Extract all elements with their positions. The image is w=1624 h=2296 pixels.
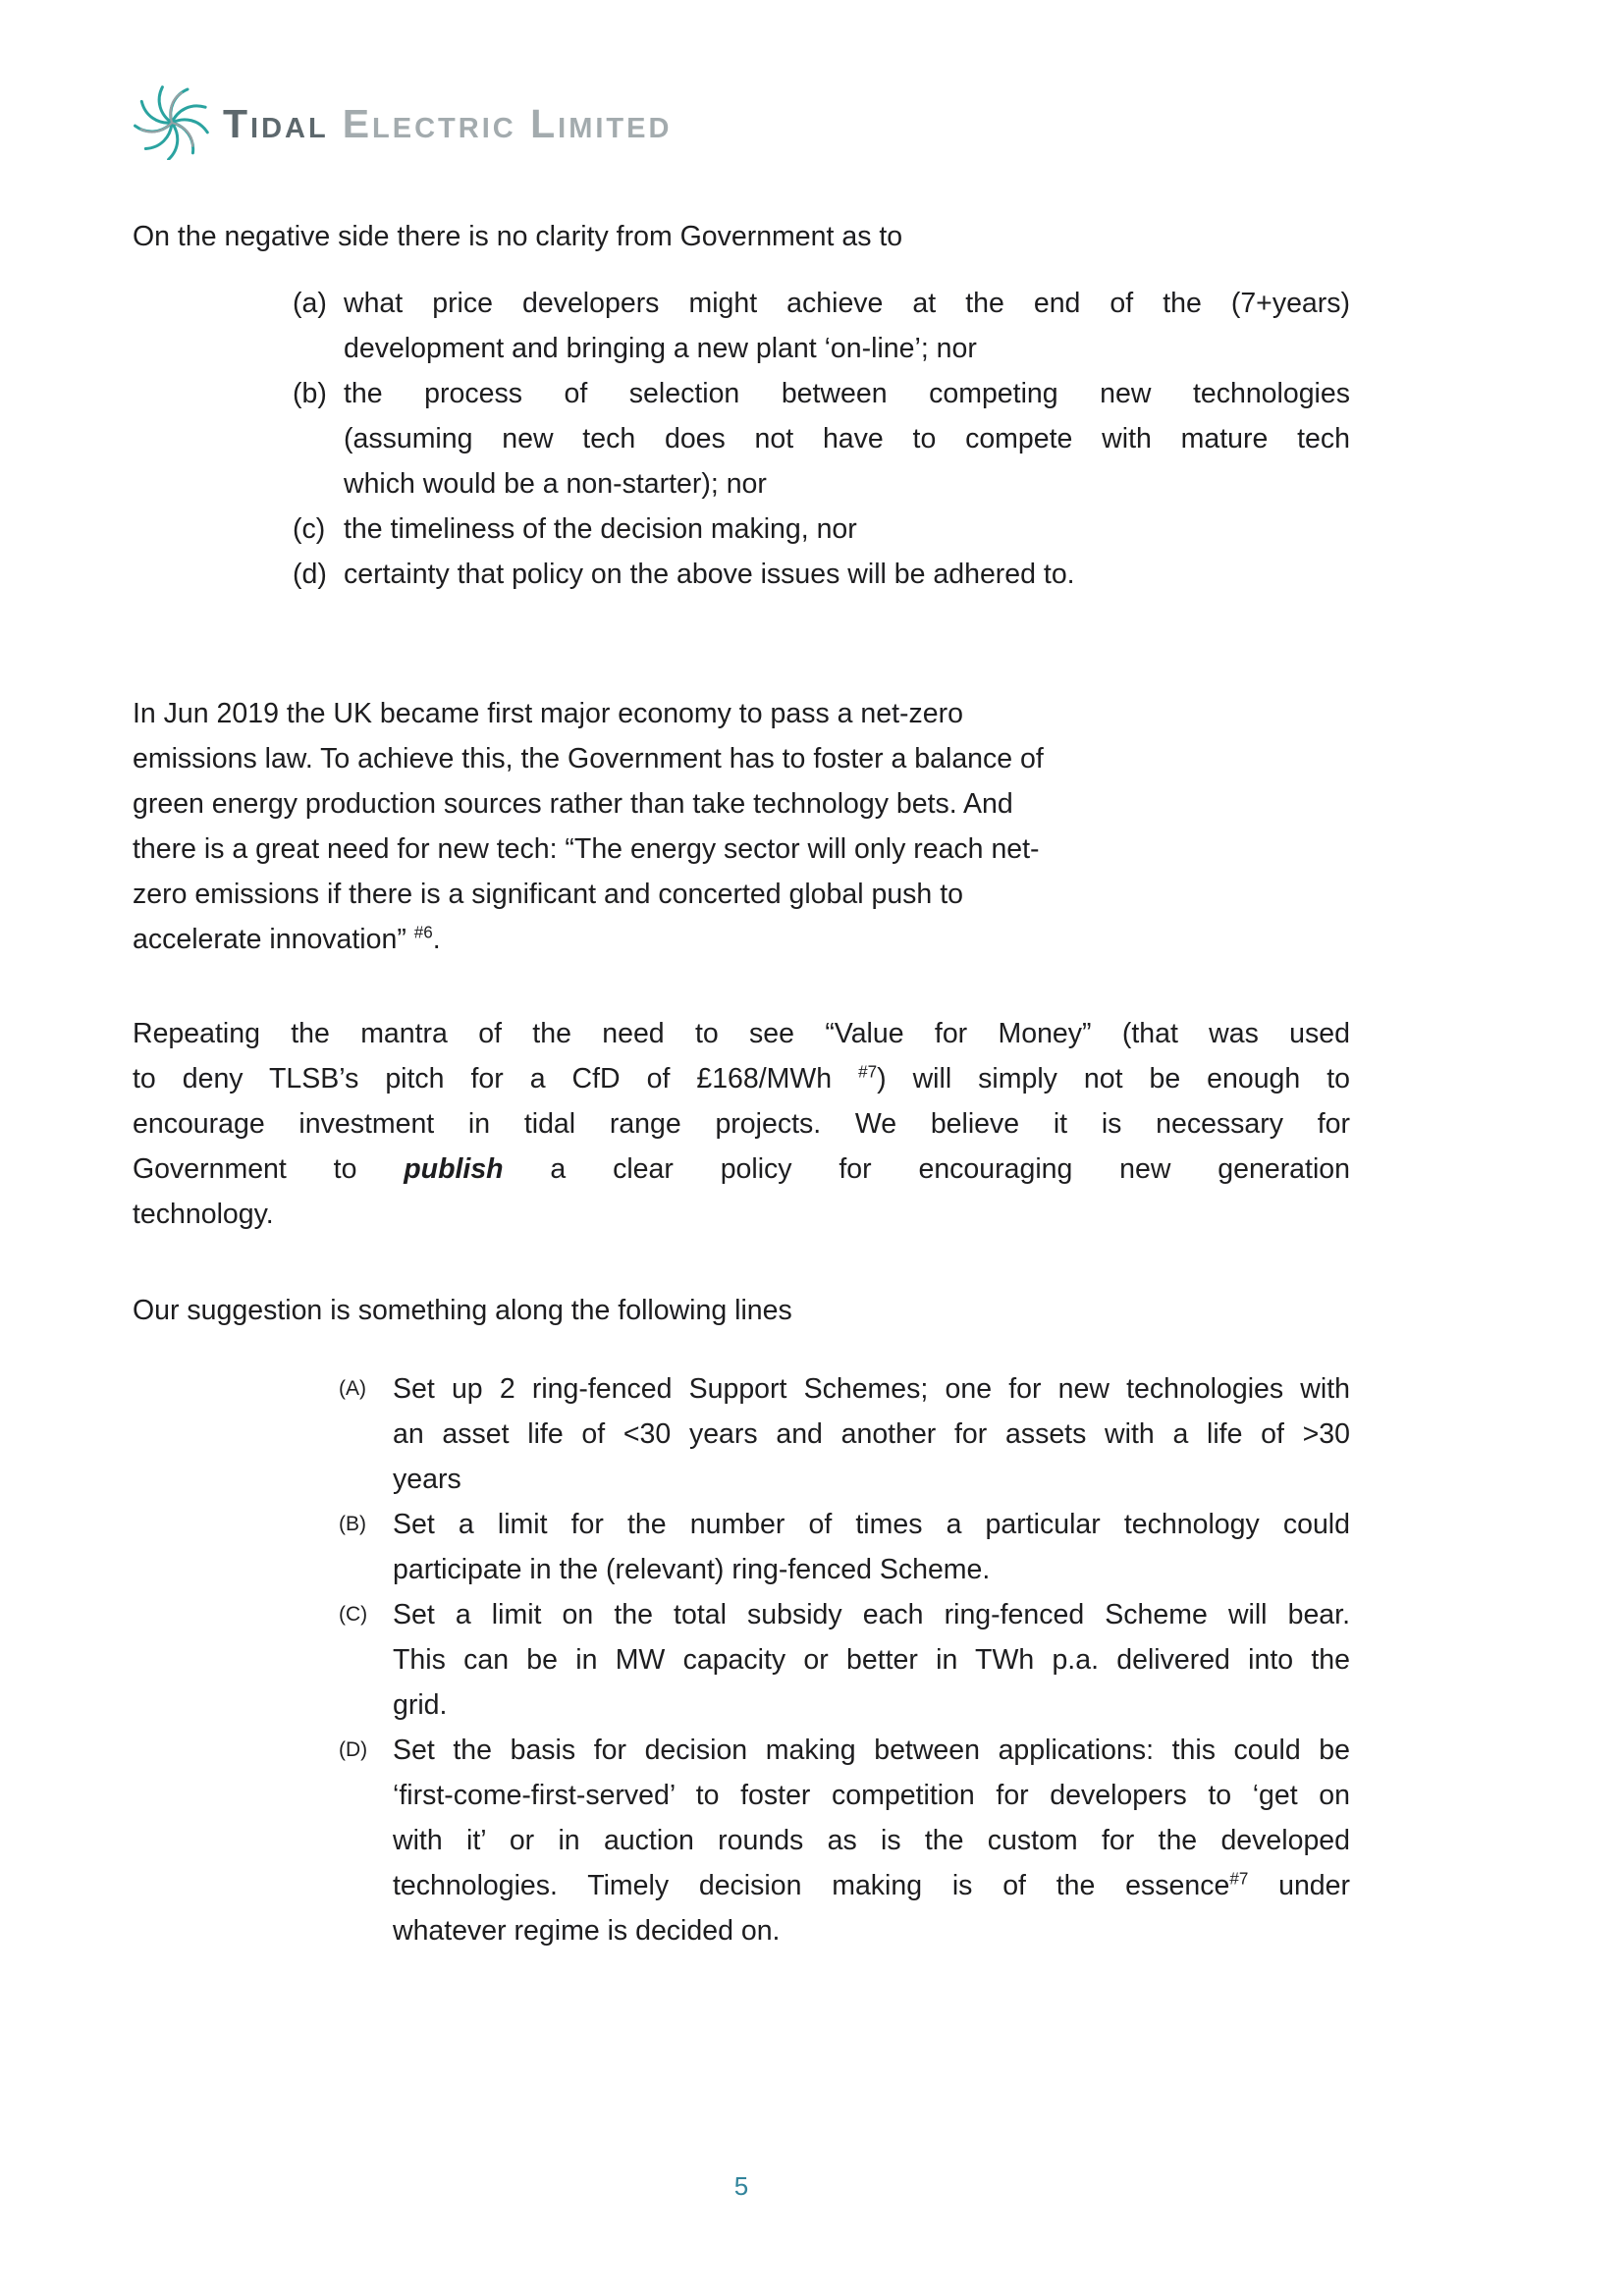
text-line (133, 917, 1350, 962)
text-line: certainty that policy on the above issues will be adhered to. (344, 559, 1075, 590)
text-line: Set the basis for decision making between applications: this could be (393, 1735, 1350, 1766)
list-negative-clarity (293, 281, 1350, 597)
page-content (133, 84, 1350, 1953)
list-item-d (293, 552, 1350, 597)
brand-word-tidal: Tidal (223, 100, 329, 146)
list-marker: (c) (293, 513, 326, 545)
footnote-ref-7: #7 (858, 1062, 878, 1082)
list-marker: (A) (339, 1377, 366, 1400)
text-line: with it’ or in auction rounds as is the custom for the developed (393, 1825, 1350, 1856)
brand-name (223, 101, 672, 151)
footnote-ref-7: #7 (1229, 1869, 1249, 1889)
text-line: what price developers might achieve at the end of the (7+years) (344, 288, 1350, 319)
text-line: whatever regime is decided on. (393, 1915, 781, 1947)
list-item-a (293, 281, 1350, 371)
paragraph-suggestion-intro (133, 1288, 1350, 1333)
text-line: technology. (133, 1199, 274, 1230)
text-line: participate in the (relevant) ring-fenced Scheme. (393, 1554, 991, 1585)
text-segment: a clear policy for encouraging new generation (503, 1153, 1350, 1185)
list-item-D (339, 1728, 1350, 1953)
text-segment: Government to (133, 1153, 405, 1185)
text-line: encourage investment in tidal range projects. We believe it is necessary for (133, 1108, 1350, 1140)
list-item-B (339, 1502, 1350, 1592)
text-segment: to deny TLSB’s pitch for a CfD of £168/MWh (133, 1063, 859, 1095)
text-line: Repeating the mantra of the need to see “Value for Money” (that was used (133, 1018, 1350, 1049)
text-line: zero emissions if there is a significant and concerted global push to (133, 879, 963, 910)
text-line: development and bringing a new plant ‘on-line’; nor (344, 333, 977, 364)
paragraph-intro (133, 214, 1350, 259)
text-line: years (393, 1464, 461, 1495)
list-item-text (393, 1502, 1350, 1592)
text-line: This can be in MW capacity or better in TWh p.a. delivered into the (393, 1644, 1350, 1676)
text-line: ‘first-come-first-served’ to foster competition for developers to ‘get on (393, 1780, 1350, 1811)
text-line: (assuming new tech does not have to compete with mature tech (344, 423, 1350, 454)
list-marker: (d) (293, 559, 327, 590)
text-line (133, 1056, 1350, 1101)
text-line: Set up 2 ring-fenced Support Schemes; one for new technologies with (393, 1373, 1350, 1405)
list-item-c (293, 507, 1350, 552)
text-line: an asset life of <30 years and another for assets with a life of >30 (393, 1418, 1350, 1450)
brand-word-electric-limited: Electric Limited (342, 100, 673, 146)
list-item-text (393, 1366, 1350, 1502)
text-line: the process of selection between competing new technologies (344, 378, 1350, 409)
text-line (133, 1147, 1350, 1192)
text-line: green energy production sources rather than take technology bets. And (133, 788, 1013, 820)
text-segment: technologies. Timely decision making is of the essence (393, 1870, 1230, 1901)
list-item-text (393, 1728, 1350, 1953)
text-line: the timeliness of the decision making, nor (344, 513, 857, 545)
list-item-A (339, 1366, 1350, 1502)
text-line: grid. (393, 1689, 448, 1721)
text-line (393, 1863, 1350, 1908)
text-segment: ) will simply not be enough to (877, 1063, 1350, 1095)
list-marker: (B) (339, 1513, 366, 1535)
list-item-text (344, 371, 1350, 507)
emphasis-publish: publish (404, 1153, 504, 1185)
logo (133, 84, 1350, 167)
text-line: there is a great need for new tech: “The energy sector will only reach net- (133, 833, 1040, 865)
text-line: emissions law. To achieve this, the Government has to foster a balance of (133, 743, 1044, 774)
list-suggestions (339, 1366, 1350, 1953)
text-line: Our suggestion is something along the following lines (133, 1295, 792, 1326)
list-item-C (339, 1592, 1350, 1728)
list-marker: (a) (293, 288, 327, 319)
list-item-text (344, 552, 1350, 597)
list-marker: (b) (293, 378, 327, 409)
list-marker: (C) (339, 1603, 368, 1626)
paragraph-value-for-money (133, 1011, 1350, 1237)
text-line: On the negative side there is no clarity from Government as to (133, 221, 903, 252)
text-segment: under (1248, 1870, 1350, 1901)
page-number: 5 (733, 2171, 749, 2201)
swirl-logo-icon (133, 78, 211, 174)
text-segment: . (432, 924, 441, 955)
list-item-text (344, 281, 1350, 371)
text-line: In Jun 2019 the UK became first major economy to pass a net-zero (133, 698, 963, 729)
list-item-text (344, 507, 1350, 552)
text-line: which would be a non-starter); nor (344, 468, 767, 500)
footnote-ref-6: #6 (413, 923, 433, 942)
paragraph-netzero (133, 691, 1350, 962)
text-segment: accelerate innovation” (133, 924, 414, 955)
list-item-b (293, 371, 1350, 507)
list-marker: (D) (339, 1738, 368, 1761)
text-line: Set a limit on the total subsidy each ring-fenced Scheme will bear. (393, 1599, 1350, 1630)
list-item-text (393, 1592, 1350, 1728)
text-line: Set a limit for the number of times a particular technology could (393, 1509, 1350, 1540)
